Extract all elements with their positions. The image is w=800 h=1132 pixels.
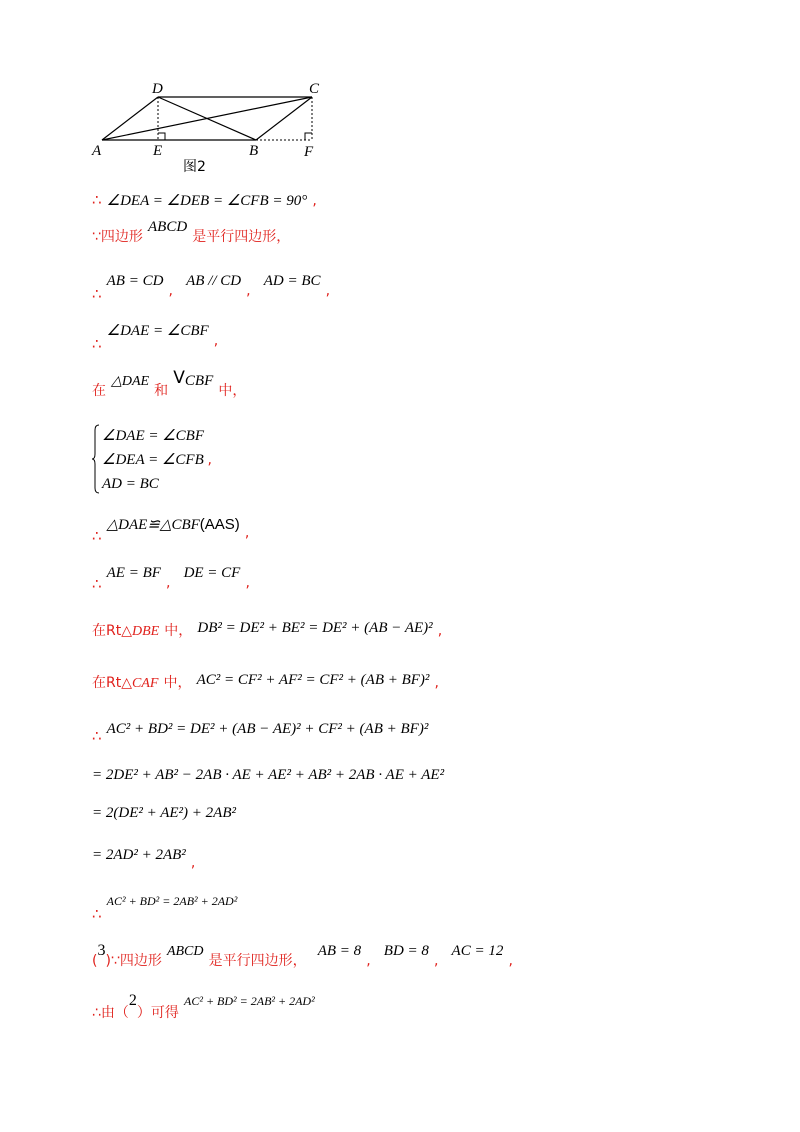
line-10 <box>92 718 429 745</box>
edge-BC <box>256 97 312 140</box>
therefore-symbol: ∴ <box>92 335 102 353</box>
punct: , <box>166 575 171 591</box>
text-suffix: 中， <box>218 383 247 399</box>
text-mid: ）可得 <box>136 1005 179 1021</box>
diagonal-DB <box>158 97 256 140</box>
part-number: 2 <box>128 992 137 1009</box>
line-1 <box>92 190 317 210</box>
punct: , <box>190 855 196 871</box>
math-expr: AC² = CF² + AF² = CF² + (AB + BF)² <box>196 672 430 688</box>
line-12 <box>92 802 236 822</box>
line-13 <box>92 844 196 871</box>
math-triangle: DBE <box>131 624 160 639</box>
math-expr: = 2DE² + AB² − 2AB · AE + AE² + AB² + 2AB · AE + AE² <box>92 767 445 783</box>
punct: , <box>312 193 317 209</box>
point-label-F: F <box>304 144 314 160</box>
punct: , <box>207 452 212 468</box>
punct: , <box>246 283 251 299</box>
math-triangle: CAF <box>131 676 159 691</box>
figure-caption: 图2 <box>183 159 206 175</box>
part-number: 3 <box>97 942 106 959</box>
therefore-symbol: ∴ <box>92 905 102 923</box>
point-label-A: A <box>92 143 102 159</box>
math-expr: = 2(DE² + AE²) + 2AB² <box>92 805 236 821</box>
point-label-B: B <box>249 143 259 159</box>
math-expr: BD = 8 <box>383 943 429 959</box>
text-prefix: 在Rt△ <box>92 623 132 639</box>
parallelogram-figure <box>90 78 330 178</box>
therefore-symbol: ∴ <box>92 575 102 593</box>
math-expr: AC = 12 <box>451 943 504 959</box>
therefore-symbol: ∴ <box>92 527 102 545</box>
math-expr: DE = CF <box>183 565 241 581</box>
left-brace <box>92 424 100 494</box>
aas-label: (AAS) <box>199 516 240 533</box>
punct: , <box>434 675 439 691</box>
condition-brace-block <box>92 424 212 496</box>
text-mid: 是平行四边形， <box>208 953 307 969</box>
text-mid: 中， <box>164 623 193 639</box>
text-prefix: ∴由（ <box>92 1005 129 1021</box>
text-prefix: 在 <box>92 383 106 399</box>
point-label-C: C <box>309 81 320 97</box>
point-label-D: D <box>152 81 163 97</box>
punct: , <box>325 283 331 299</box>
paren-open: ( <box>92 953 98 969</box>
math-expr: AE = BF <box>106 565 161 581</box>
brace-line-3: AD = BC <box>102 476 159 492</box>
punct: , <box>168 283 173 299</box>
line-16 <box>92 990 315 1021</box>
math-expr: AB = CD <box>106 273 164 289</box>
v-symbol: V <box>173 368 185 388</box>
math-expr: AB = 8 <box>317 943 362 959</box>
text-mid: 中， <box>163 675 192 691</box>
math-expr: = 2AD² + 2AB² <box>92 847 186 863</box>
line-9 <box>92 672 439 692</box>
math-expr: △DAE≌△CBF <box>106 517 200 533</box>
math-expr: AC² + BD² = 2AB² + 2AD² <box>184 994 315 1008</box>
therefore-symbol: ∴ <box>92 191 102 209</box>
line-5 <box>92 368 247 399</box>
line-2 <box>92 219 291 246</box>
math-expr: AC² + BD² = DE² + (AB − AE)² + CF² + (AB + BF)² <box>106 721 429 737</box>
line-4 <box>92 320 219 353</box>
math-expr: CBF <box>184 373 214 389</box>
math-expr: ∠DEA = ∠DEB = ∠CFB = 90° <box>106 193 308 209</box>
brace-line-2-expr: ∠DEA = ∠CFB <box>102 452 204 468</box>
text-mid: 和 <box>154 383 169 399</box>
punct: , <box>213 333 219 349</box>
therefore-symbol: ∴ <box>92 727 102 745</box>
math-expr: △DAE <box>111 374 150 389</box>
point-label-E: E <box>153 143 163 159</box>
text-suffix: 是平行四边形， <box>192 229 291 245</box>
therefore-symbol: ∴ <box>92 285 102 303</box>
math-expr: AD = BC <box>263 273 321 289</box>
math-expr: AC² + BD² = 2AB² + 2AD² <box>106 894 238 908</box>
math-expr: ABCD <box>148 219 188 235</box>
line-14 <box>92 890 238 923</box>
line-7 <box>92 562 250 593</box>
math-expr: ∠DAE = ∠CBF <box>106 323 209 339</box>
right-angle-E <box>158 133 165 140</box>
text-prefix: ∵四边形 <box>92 229 143 245</box>
text-prefix: )∵四边形 <box>105 953 162 969</box>
punct: , <box>245 575 250 591</box>
punct: , <box>366 953 371 969</box>
line-8 <box>92 620 442 640</box>
line-11 <box>92 764 444 784</box>
punct: , <box>434 953 439 969</box>
punct: , <box>244 525 250 541</box>
line-3 <box>92 270 331 303</box>
text-prefix: 在Rt△ <box>92 675 132 691</box>
edge-AD <box>102 97 158 140</box>
brace-line-2 <box>92 448 212 472</box>
brace-line-1: ∠DAE = ∠CBF <box>102 428 205 444</box>
punct: , <box>508 953 513 969</box>
math-expr: DB² = DE² + BE² = DE² + (AB − AE)² <box>197 620 433 636</box>
math-expr: AB // CD <box>186 273 242 289</box>
line-15 <box>92 940 513 969</box>
punct: , <box>437 623 443 639</box>
line-6 <box>92 514 250 545</box>
right-angle-F <box>305 133 312 140</box>
math-expr: ABCD <box>166 944 204 959</box>
